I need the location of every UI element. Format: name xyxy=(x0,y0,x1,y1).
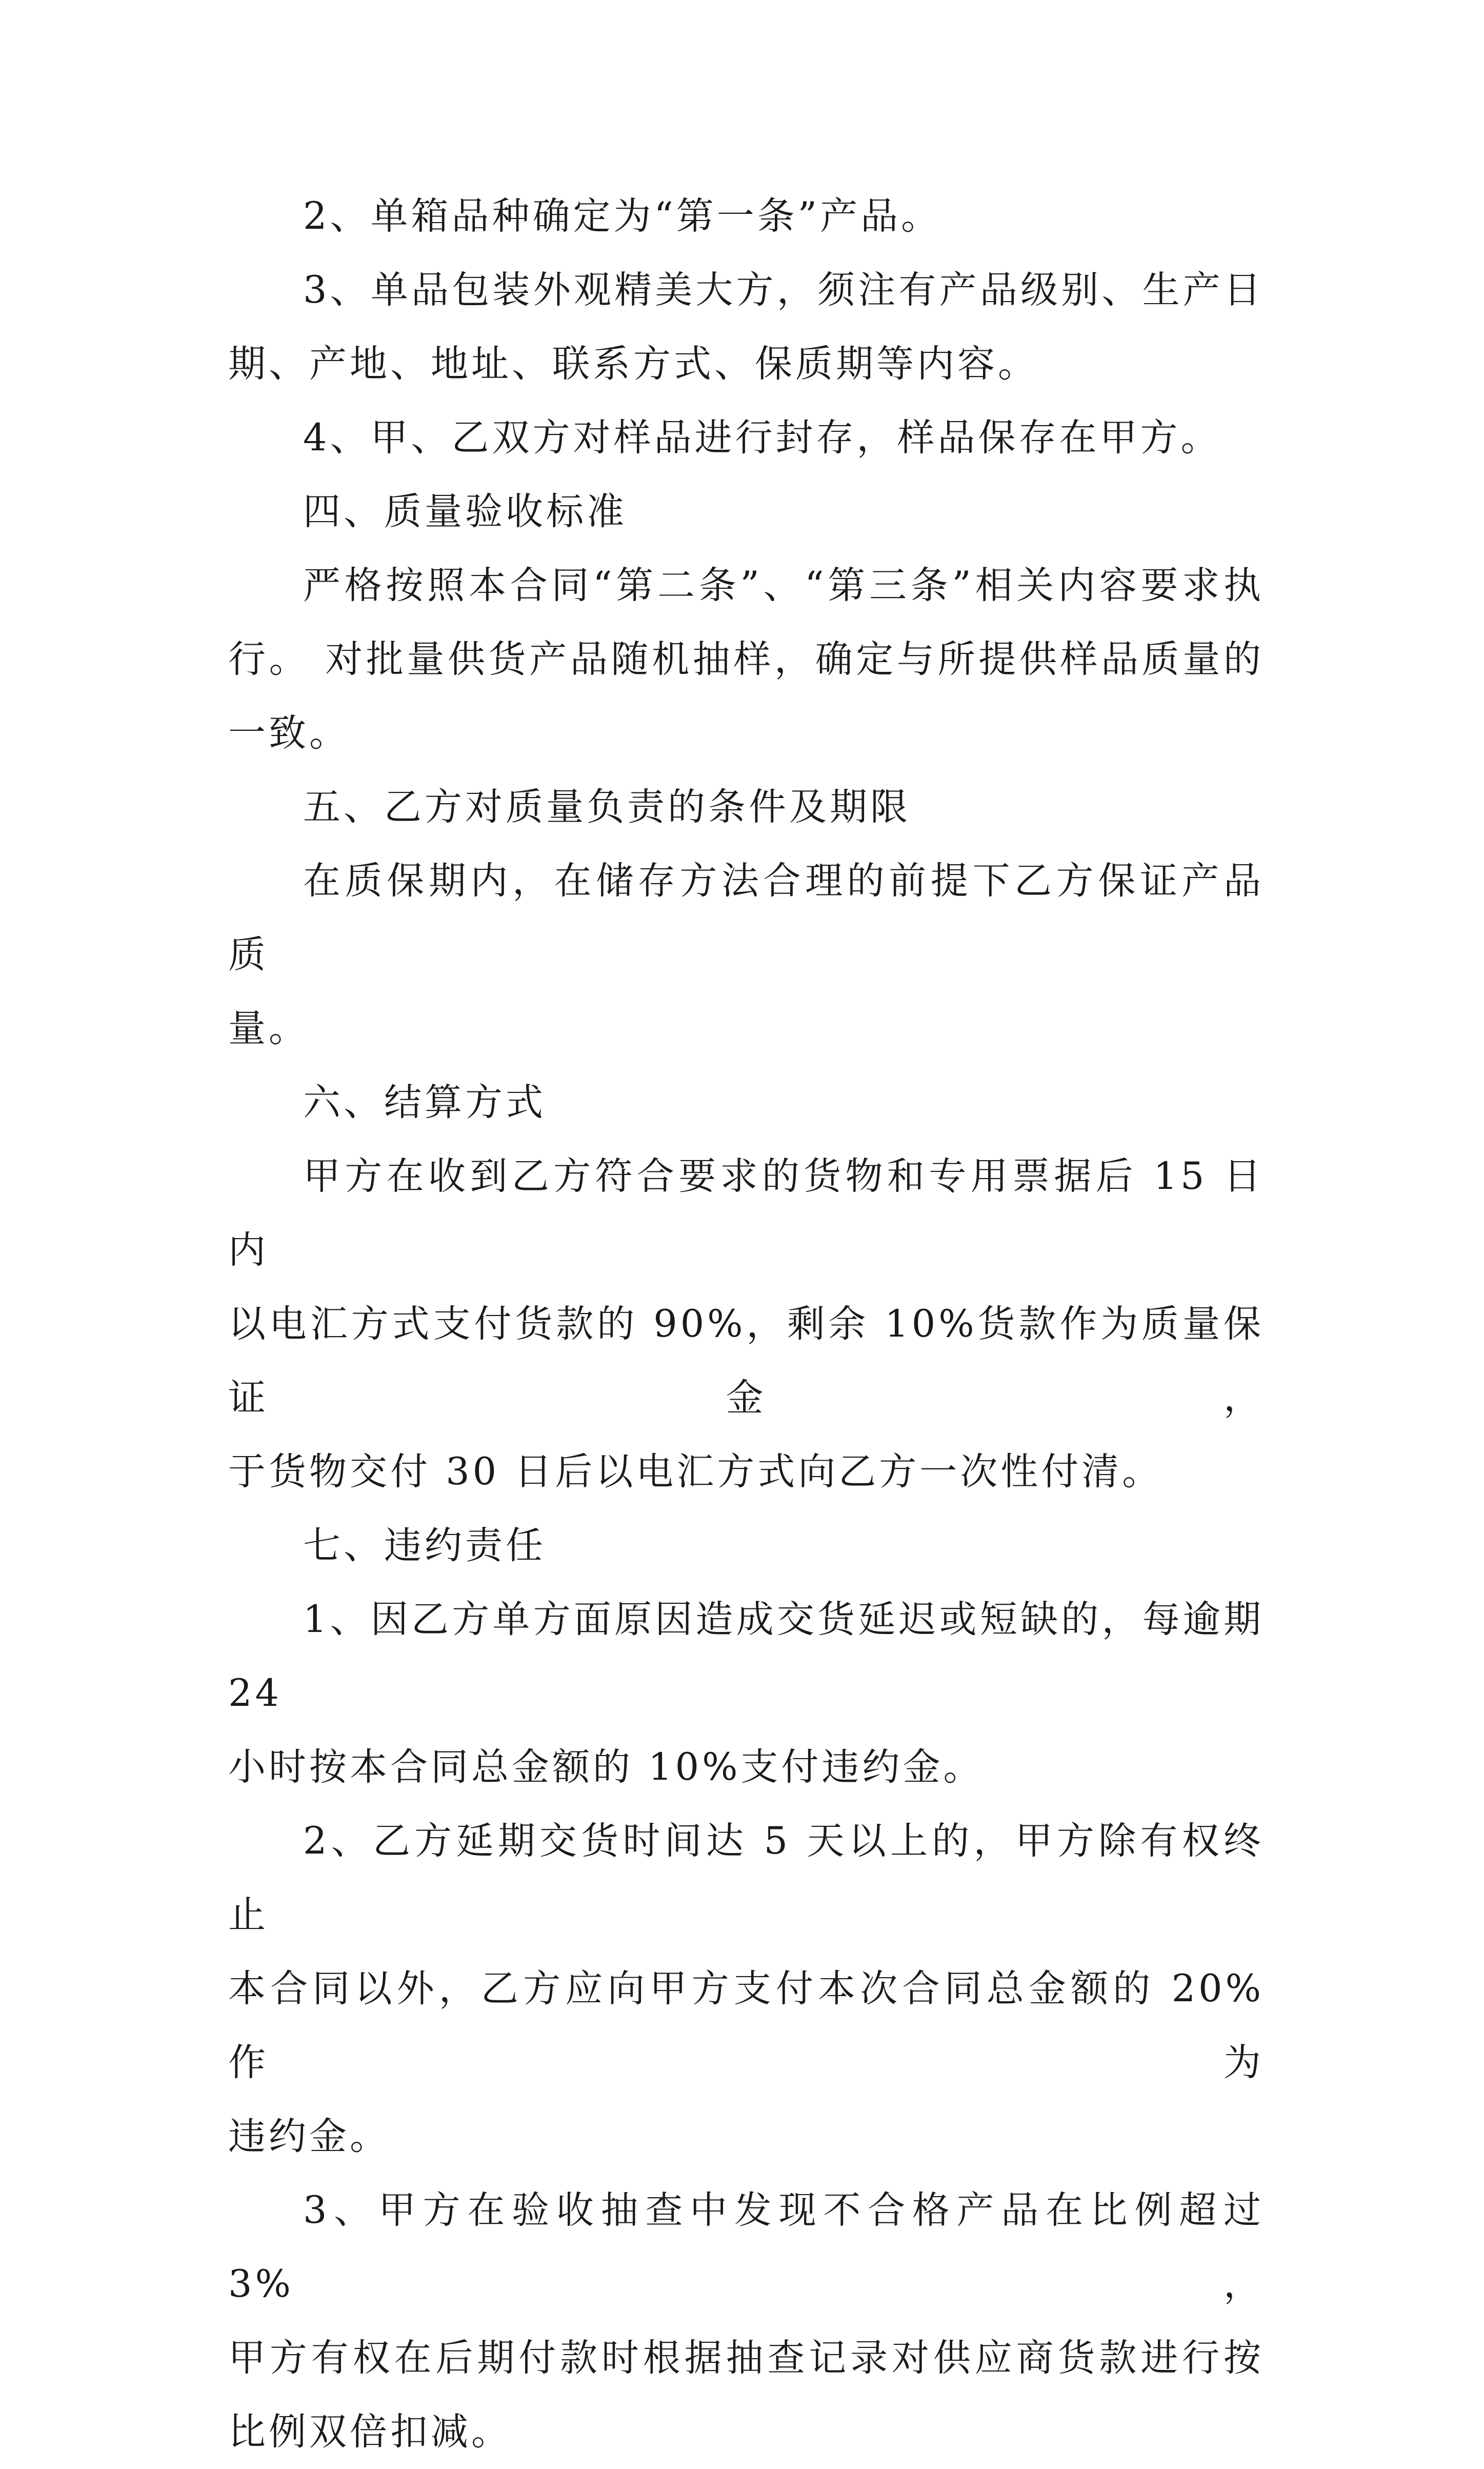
text-line: 2、单箱品种确定为“第一条”产品。 xyxy=(303,194,942,238)
section-heading-settlement xyxy=(228,1066,1264,1140)
text-line: 四、质量验收标准 xyxy=(303,490,627,533)
section-heading-quality-acceptance xyxy=(228,475,1264,549)
section-heading-quality-responsibility xyxy=(228,770,1264,844)
text-line: 4、甲、乙双方对样品进行封存，样品保存在甲方。 xyxy=(303,416,1221,460)
text-line: 量。 xyxy=(228,1007,309,1050)
text-line: 比例双倍扣减。 xyxy=(228,2410,512,2454)
text-line: 2、乙方延期交货时间达 5 天以上的，甲方除有权终止 xyxy=(228,1819,1264,1937)
text-line: 小时按本合同总金额的 10%支付违约金。 xyxy=(228,1745,984,1789)
text-line: 七、违约责任 xyxy=(303,1524,546,1567)
text-line: 六、结算方式 xyxy=(303,1081,546,1124)
paragraph-item-3 xyxy=(228,253,1264,401)
document-body xyxy=(228,180,1264,2469)
section-heading-breach xyxy=(228,1509,1264,1583)
text-line: 期、产地、地址、联系方式、保质期等内容。 xyxy=(228,342,1038,386)
paragraph-breach-3 xyxy=(228,2174,1264,2469)
text-line: 甲方在收到乙方符合要求的货物和专用票据后 15 日内 xyxy=(228,1154,1264,1272)
text-line: 违约金。 xyxy=(228,2115,390,2158)
text-line: 以电汇方式支付货款的 90%，剩余 10%货款作为质量保证金， xyxy=(228,1302,1264,1420)
text-line: 1、因乙方单方面原因造成交货延迟或短缺的，每逾期 24 xyxy=(228,1598,1264,1715)
text-line: 3、单品包装外观精美大方，须注有产品级别、生产日 xyxy=(303,268,1264,312)
text-line: 五、乙方对质量负责的条件及期限 xyxy=(303,785,911,829)
text-line: 3、甲方在验收抽查中发现不合格产品在比例超过 3%， xyxy=(228,2188,1264,2306)
paragraph-quality-responsibility xyxy=(228,844,1264,1066)
text-line: 于货物交付 30 日后以电汇方式向乙方一次性付清。 xyxy=(228,1450,1163,1494)
text-line: 本合同以外，乙方应向甲方支付本次合同总金额的 20%作为 xyxy=(228,1967,1264,2084)
text-line: 严格按照本合同“第二条”、“第三条”相关内容要求执 xyxy=(303,564,1264,607)
paragraph-item-2 xyxy=(228,180,1264,253)
paragraph-breach-2 xyxy=(228,1804,1264,2174)
paragraph-settlement xyxy=(228,1140,1264,1509)
paragraph-breach-1 xyxy=(228,1583,1264,1804)
paragraph-quality-acceptance xyxy=(228,549,1264,770)
text-line: 在质保期内，在储存方法合理的前提下乙方保证产品质 xyxy=(228,859,1264,977)
text-line: 行。 对批量供货产品随机抽样，确定与所提供样品质量的 xyxy=(228,638,1264,681)
text-line: 一致。 xyxy=(228,711,350,755)
paragraph-item-4 xyxy=(228,401,1264,475)
text-line: 甲方有权在后期付款时根据抽查记录对供应商货款进行按 xyxy=(228,2336,1264,2380)
